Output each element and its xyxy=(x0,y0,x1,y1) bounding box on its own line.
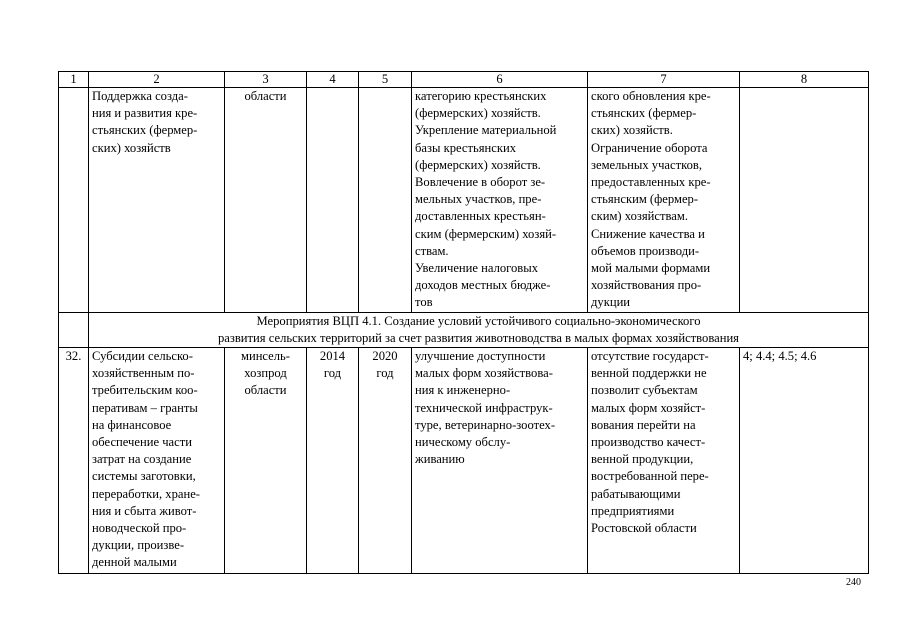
cell-line: Вовлечение в оборот зе- xyxy=(415,175,546,190)
cell-line: год xyxy=(323,366,342,381)
cell-line: дукции, произве- xyxy=(92,538,185,553)
header-cell: 5 xyxy=(359,72,412,88)
header-cell: 2 xyxy=(89,72,225,88)
cell-line: переработки, хране- xyxy=(92,486,201,501)
cell-line: ского обновления кре- xyxy=(591,89,711,103)
executor-cell xyxy=(225,348,307,574)
start-cell xyxy=(307,348,359,574)
cell-line: требительским коо- xyxy=(92,383,198,398)
page-number: 240 xyxy=(846,577,861,588)
cell-line: минсель- xyxy=(240,349,290,363)
cell-line: земельных участков, xyxy=(591,157,702,172)
cell-line: ским (фермерским) хозяй- xyxy=(415,226,557,241)
cell-line: технической инфраструк- xyxy=(415,400,553,415)
cell-line: Снижение качества и xyxy=(591,226,705,241)
executor-cell xyxy=(225,88,307,313)
start-cell xyxy=(307,88,359,313)
result-cell xyxy=(412,88,588,313)
cell-line: базы крестьянских xyxy=(415,140,517,155)
cell-line: Субсидии сельско- xyxy=(92,349,193,363)
section-title xyxy=(89,313,869,348)
cell-line: денной малыми xyxy=(92,555,177,570)
cell-line: ских) хозяйств xyxy=(92,140,171,155)
cell-line: предоставленных кре- xyxy=(591,175,711,190)
cell-line: объемов производи- xyxy=(591,243,700,258)
cell-line: венной поддержки не xyxy=(591,366,707,381)
cell-line: Укрепление материальной xyxy=(415,123,557,138)
cell-line: ствам. xyxy=(415,243,449,258)
cell-line: на финансовое xyxy=(92,417,172,432)
cell-line: области xyxy=(244,89,287,103)
cell-line: доставленных крестьян- xyxy=(415,209,546,224)
row-number-cell: 32. xyxy=(59,348,89,574)
document-table xyxy=(58,71,869,574)
cell-line: позволит субъектам xyxy=(591,383,698,398)
section-empty-cell xyxy=(59,313,89,348)
cell-line: ния и развития кре- xyxy=(92,106,198,121)
cell-line: системы заготовки, xyxy=(92,469,196,484)
activity-cell xyxy=(89,348,225,574)
consequence-cell xyxy=(588,88,740,313)
cell-line: венной продукции, xyxy=(591,452,694,467)
cell-line: 4; 4.4; 4.5; 4.6 xyxy=(743,349,817,363)
row-number-cell xyxy=(59,88,89,313)
cell-line: производство качест- xyxy=(591,435,706,450)
indicator-cell xyxy=(740,88,869,313)
cell-line: ния к инженерно- xyxy=(415,383,511,398)
cell-line: предприятиями xyxy=(591,503,675,518)
cell-line: хозяйственным по- xyxy=(92,366,195,381)
cell-line: улучшение доступности xyxy=(415,349,546,363)
cell-line: мельных участков, пре- xyxy=(415,192,542,207)
cell-line: стьянским (фермер- xyxy=(591,192,699,207)
cell-line: ских) хозяйств. xyxy=(591,123,673,138)
end-cell xyxy=(359,348,412,574)
table-row xyxy=(59,88,869,313)
header-cell: 7 xyxy=(588,72,740,88)
cell-line: новодческой про- xyxy=(92,521,187,536)
header-cell: 1 xyxy=(59,72,89,88)
cell-line: ническому обслу- xyxy=(415,435,511,450)
header-cell: 3 xyxy=(225,72,307,88)
cell-line: год xyxy=(376,366,394,381)
cell-line: дукции xyxy=(591,295,631,310)
cell-line: стьянских (фермер- xyxy=(92,123,198,138)
header-cell: 4 xyxy=(307,72,359,88)
cell-line: Ростовской области xyxy=(591,521,697,536)
cell-line: хозпрод xyxy=(244,366,287,381)
cell-line: перативам – гранты xyxy=(92,400,198,415)
cell-line: Поддержка созда- xyxy=(92,89,188,103)
indicator-cell xyxy=(740,348,869,574)
cell-line: Ограничение оборота xyxy=(591,140,708,155)
result-cell xyxy=(412,348,588,574)
consequence-cell xyxy=(588,348,740,574)
header-row xyxy=(59,72,869,88)
cell-line: стьянских (фермер- xyxy=(591,106,697,121)
cell-line: туре, ветеринарно-зоотех- xyxy=(415,417,556,432)
cell-line: тов xyxy=(415,295,433,310)
cell-line: Мероприятия ВЦП 4.1. Создание условий устойчивого социально-экономического xyxy=(256,314,701,328)
cell-line: 2020 xyxy=(372,349,398,363)
cell-line: ния и сбыта живот- xyxy=(92,503,197,518)
cell-line: области xyxy=(244,383,287,398)
header-cell: 6 xyxy=(412,72,588,88)
cell-line: доходов местных бюдже- xyxy=(415,278,551,293)
cell-line: хозяйствования про- xyxy=(591,278,702,293)
cell-line: ским) хозяйствам. xyxy=(591,209,688,224)
cell-line: малых форм хозяйствова- xyxy=(415,366,553,381)
header-cell: 8 xyxy=(740,72,869,88)
cell-line: обеспечение части xyxy=(92,435,192,450)
section-row xyxy=(59,313,869,348)
cell-line: рабатывающими xyxy=(591,486,681,501)
cell-line: малых форм хозяйст- xyxy=(591,400,706,415)
cell-line: отсутствие государст- xyxy=(591,349,709,363)
cell-line: востребованной пере- xyxy=(591,469,709,484)
activity-cell xyxy=(89,88,225,313)
cell-line: развития сельских территорий за счет развития животноводства в малых формах хозяйствования xyxy=(218,331,739,345)
table-row xyxy=(59,348,869,574)
end-cell xyxy=(359,88,412,313)
cell-line: категорию крестьянских xyxy=(415,89,547,103)
cell-line: (фермерских) хозяйств. xyxy=(415,106,541,121)
cell-line: живанию xyxy=(415,452,465,467)
cell-line: затрат на создание xyxy=(92,452,192,467)
cell-line: мой малыми формами xyxy=(591,261,711,276)
cell-line: 2014 xyxy=(319,349,346,363)
cell-line: вования перейти на xyxy=(591,417,696,432)
cell-line: Увеличение налоговых xyxy=(415,261,538,276)
cell-line: (фермерских) хозяйств. xyxy=(415,157,541,172)
